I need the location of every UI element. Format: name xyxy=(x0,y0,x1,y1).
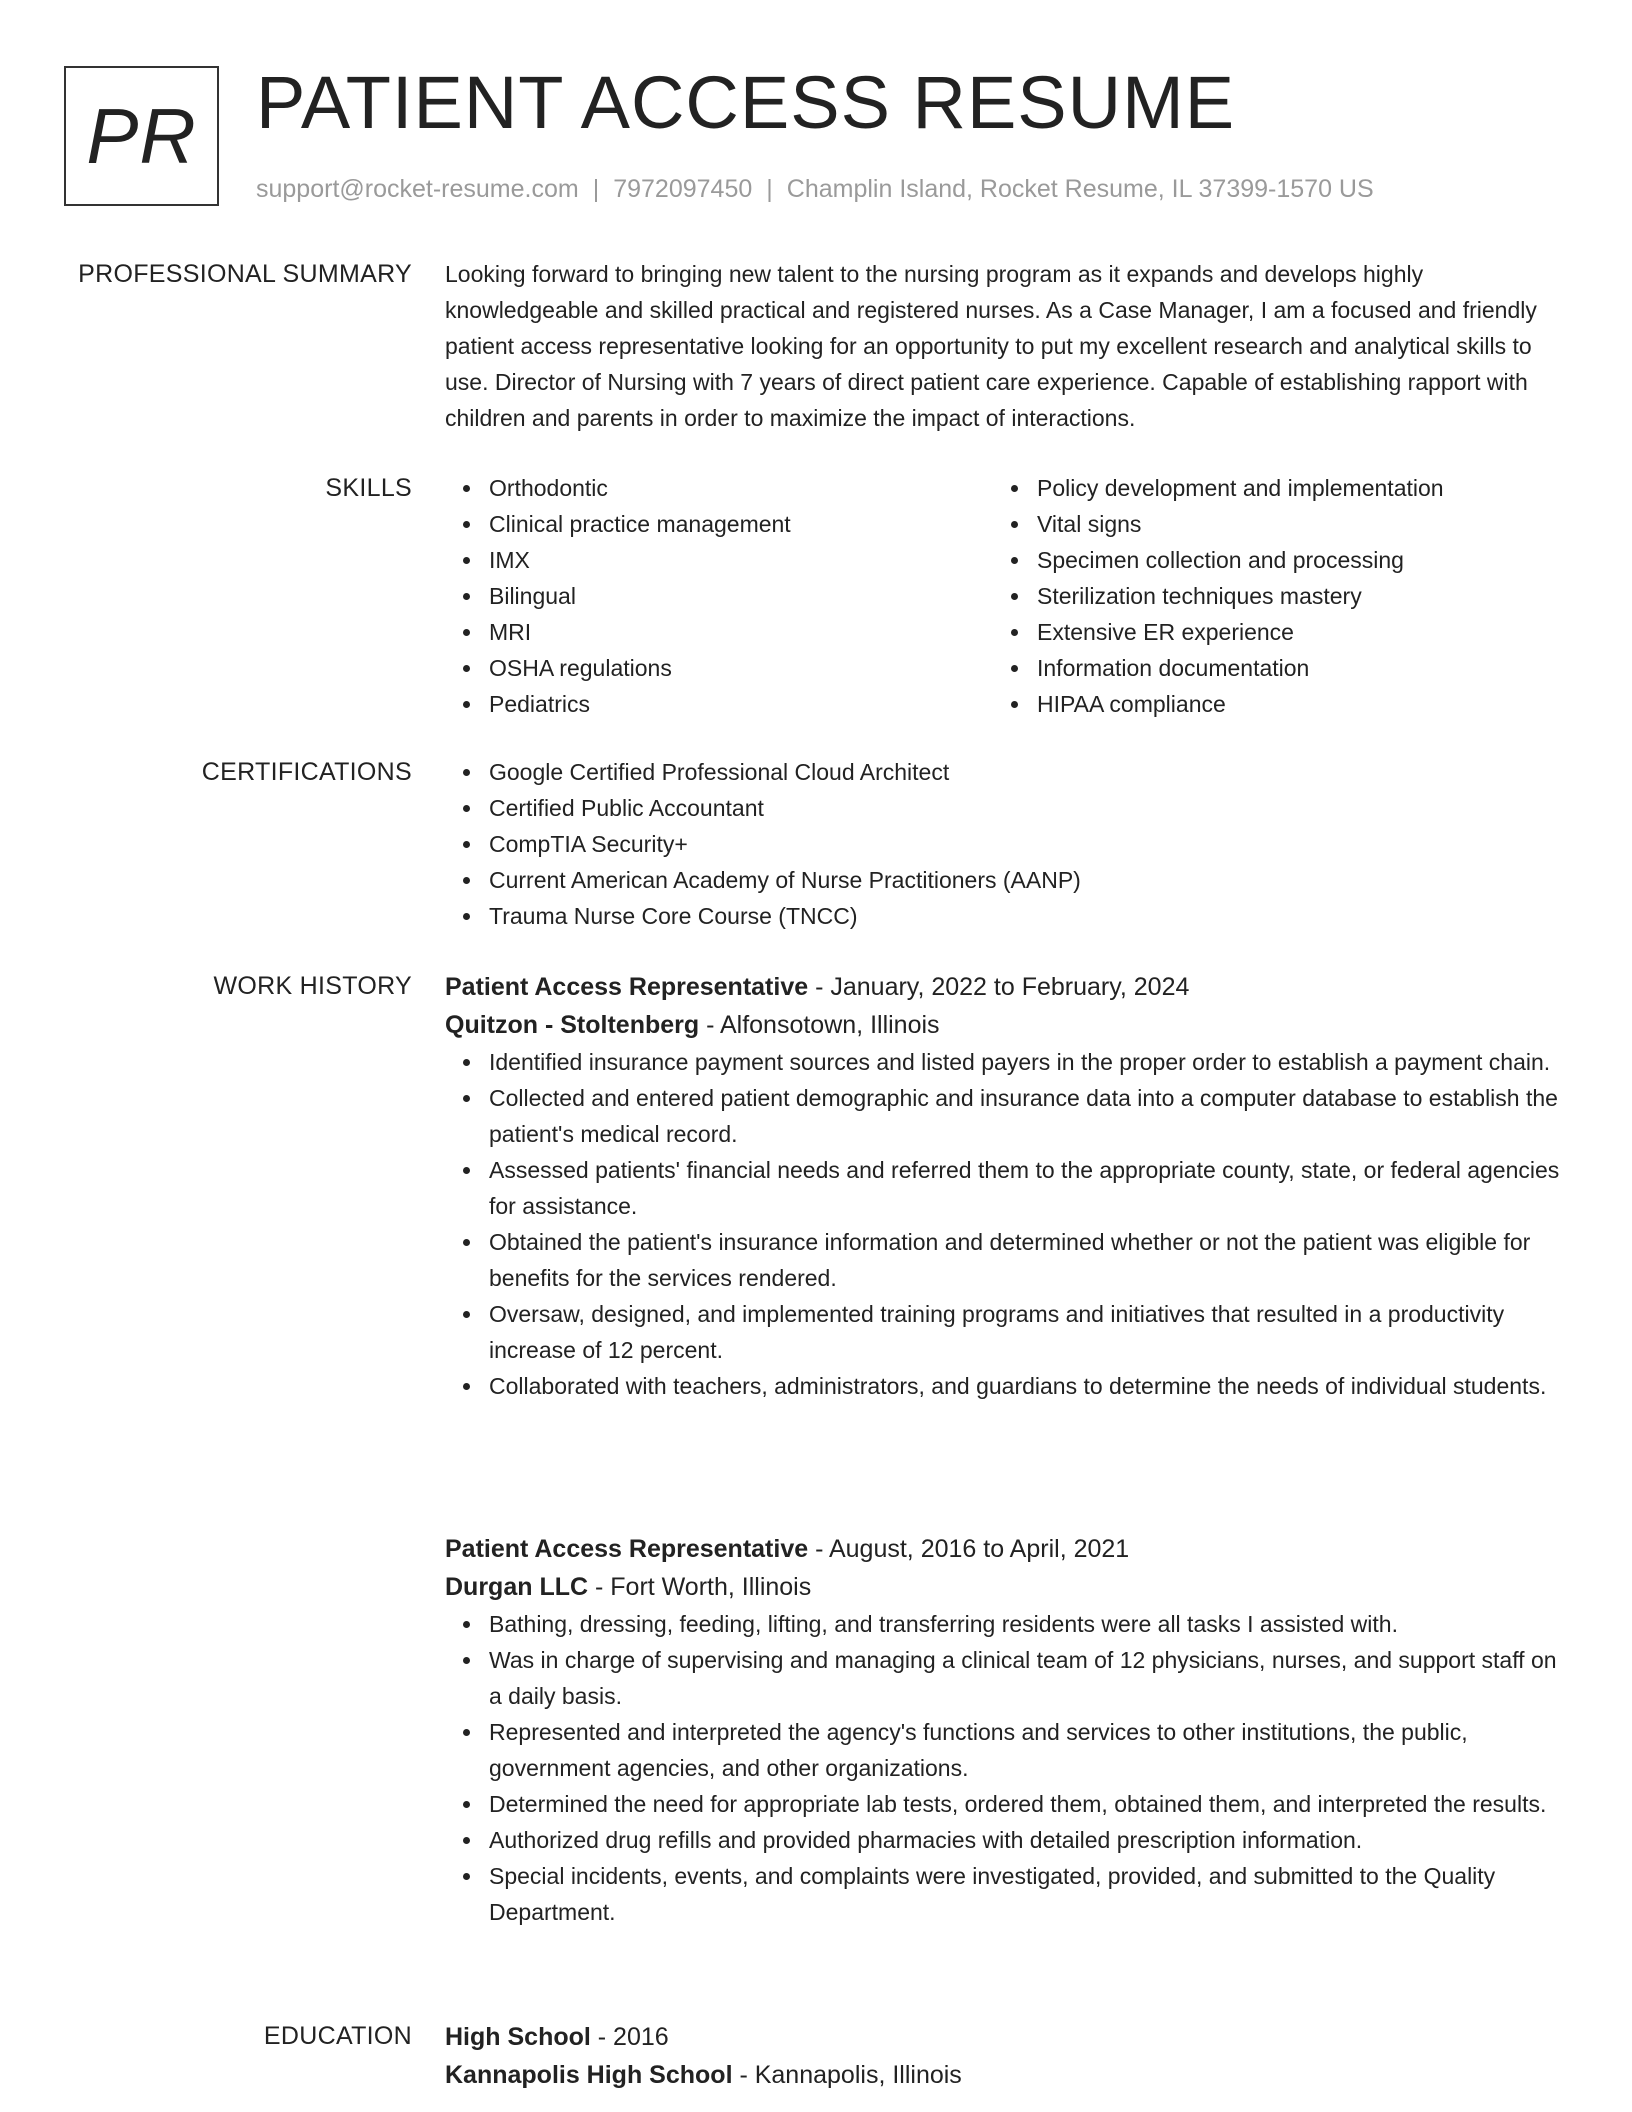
job-entry xyxy=(445,1530,1560,1930)
school-location: - Kannapolis, Illinois xyxy=(732,2061,962,2089)
degree-name: High School xyxy=(445,2023,591,2051)
skill-item: IMX xyxy=(445,542,993,578)
job-duty: Represented and interpreted the agency's functions and services to other institutions, the public, government agencies, and other organizations. xyxy=(445,1714,1560,1786)
certification-item: CompTIA Security+ xyxy=(445,826,1560,862)
job-title: Patient Access Representative xyxy=(445,1535,809,1563)
job-duty: Collaborated with teachers, administrators, and guardians to determine the needs of individual students. xyxy=(445,1368,1560,1404)
school-line xyxy=(445,2056,1560,2094)
company-location: - Alfonsotown, Illinois xyxy=(699,1011,940,1039)
monogram-logo xyxy=(64,66,219,206)
job-duty: Identified insurance payment sources and listed payers in the proper order to establish a payment chain. xyxy=(445,1044,1560,1080)
job-title-line xyxy=(445,1530,1560,1568)
contact-phone: 7972097450 xyxy=(613,175,753,203)
company-name: Durgan LLC xyxy=(445,1573,589,1601)
work-history-heading: WORK HISTORY xyxy=(213,972,412,1000)
job-entry xyxy=(445,968,1560,1404)
skill-item: HIPAA compliance xyxy=(993,686,1541,722)
job-duty: Oversaw, designed, and implemented training programs and initiatives that resulted in a productivity increase of 12 percent. xyxy=(445,1296,1560,1368)
company-location: - Fort Worth, Illinois xyxy=(588,1573,812,1601)
summary-text: Looking forward to bringing new talent to the nursing program as it expands and develops highly knowledgeable and skilled practical and registered nurses. As a Case Manager, I am a focused and friendly patient access representative looking for an opportunity to put my excellent research and analytical skills to use. Director of Nursing with 7 years of direct patient care experience. Capable of establishing rapport with children and parents in order to maximize the impact of interactions. xyxy=(445,261,1537,431)
job-duty: Assessed patients' financial needs and referred them to the appropriate county, state, or federal agencies for assistance. xyxy=(445,1152,1560,1224)
school-name: Kannapolis High School xyxy=(445,2061,733,2089)
job-duty: Collected and entered patient demographic and insurance data into a computer database to establish the patient's medical record. xyxy=(445,1080,1560,1152)
skills-heading: SKILLS xyxy=(325,474,412,502)
contact-separator: | xyxy=(766,175,773,203)
contact-address: Champlin Island, Rocket Resume, IL 37399-1570 US xyxy=(786,175,1374,203)
company-line xyxy=(445,1006,1560,1044)
skill-item: OSHA regulations xyxy=(445,650,993,686)
skills-list-left xyxy=(445,470,993,722)
skill-item: Pediatrics xyxy=(445,686,993,722)
skill-item: MRI xyxy=(445,614,993,650)
degree-line xyxy=(445,2018,1560,2056)
skill-item: Bilingual xyxy=(445,578,993,614)
job-dates: - January, 2022 to February, 2024 xyxy=(808,973,1190,1001)
certification-item: Trauma Nurse Core Course (TNCC) xyxy=(445,898,1560,934)
certification-item: Google Certified Professional Cloud Architect xyxy=(445,754,1560,790)
summary-heading: PROFESSIONAL SUMMARY xyxy=(78,260,412,288)
skill-item: Orthodontic xyxy=(445,470,993,506)
contact-separator: | xyxy=(592,175,600,203)
skills-list-right xyxy=(993,470,1541,722)
job-duty: Authorized drug refills and provided pharmacies with detailed prescription information. xyxy=(445,1822,1560,1858)
job-duty: Bathing, dressing, feeding, lifting, and transferring residents were all tasks I assisted with. xyxy=(445,1606,1560,1642)
job-duty: Was in charge of supervising and managing a clinical team of 12 physicians, nurses, and support staff on a daily basis. xyxy=(445,1642,1560,1714)
job-title-line xyxy=(445,968,1560,1006)
education-heading: EDUCATION xyxy=(263,2022,412,2050)
certifications-heading: CERTIFICATIONS xyxy=(201,758,412,786)
job-duties-list xyxy=(445,1044,1560,1404)
skill-item: Information documentation xyxy=(993,650,1541,686)
company-name: Quitzon - Stoltenberg xyxy=(445,1011,700,1039)
certification-item: Certified Public Accountant xyxy=(445,790,1560,826)
job-duties-list xyxy=(445,1606,1560,1930)
skill-item: Extensive ER experience xyxy=(993,614,1541,650)
skill-item: Specimen collection and processing xyxy=(993,542,1541,578)
job-title: Patient Access Representative xyxy=(445,973,809,1001)
resume-title: PATIENT ACCESS RESUME xyxy=(256,61,1236,144)
contact-email: support@rocket-resume.com xyxy=(256,175,579,203)
certifications-list xyxy=(445,754,1560,934)
skill-item: Sterilization techniques mastery xyxy=(993,578,1541,614)
degree-year: - 2016 xyxy=(590,2023,669,2051)
job-duty: Special incidents, events, and complaints were investigated, provided, and submitted to the Quality Department. xyxy=(445,1858,1560,1930)
skill-item: Vital signs xyxy=(993,506,1541,542)
contact-line xyxy=(256,172,1374,206)
job-dates: - August, 2016 to April, 2021 xyxy=(808,1535,1130,1563)
monogram-initials: PR xyxy=(86,91,197,180)
job-duty: Obtained the patient's insurance information and determined whether or not the patient was eligible for benefits for the services rendered. xyxy=(445,1224,1560,1296)
company-line xyxy=(445,1568,1560,1606)
skill-item: Policy development and implementation xyxy=(993,470,1541,506)
skill-item: Clinical practice management xyxy=(445,506,993,542)
job-duty: Determined the need for appropriate lab tests, ordered them, obtained them, and interpreted the results. xyxy=(445,1786,1560,1822)
certification-item: Current American Academy of Nurse Practitioners (AANP) xyxy=(445,862,1560,898)
